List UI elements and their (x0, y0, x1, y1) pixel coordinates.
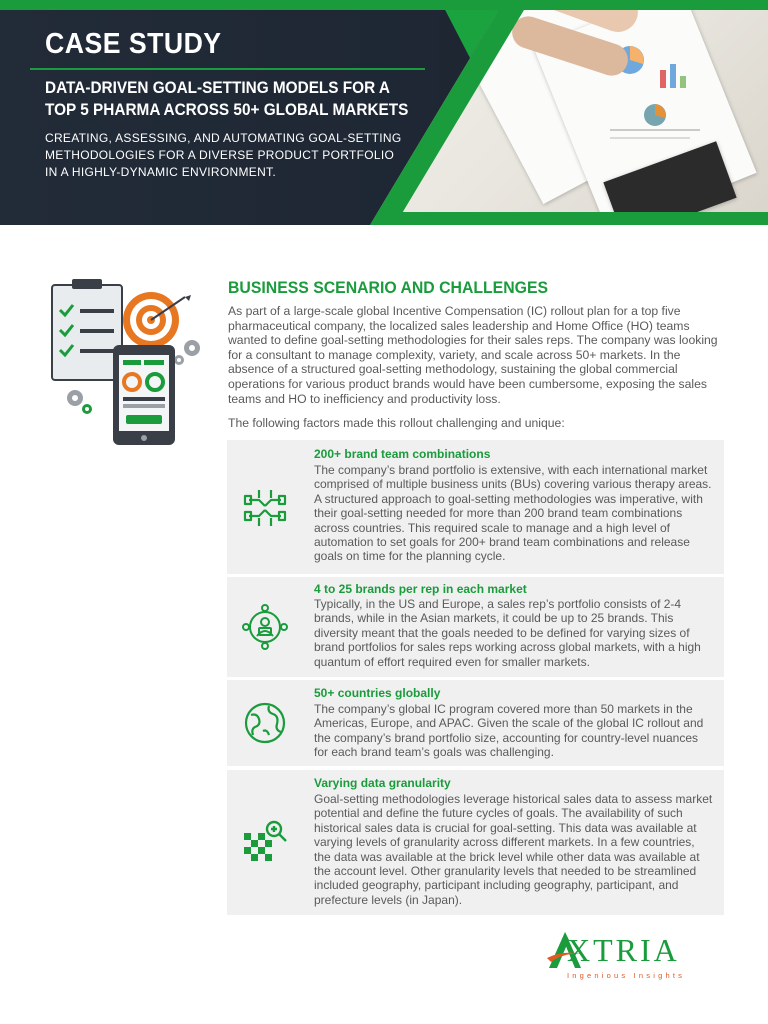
data-granularity-icon (237, 814, 293, 870)
header-banner (0, 0, 768, 225)
sales-rep-network-icon (237, 599, 293, 655)
logo-tagline: Ingenious Insights (567, 971, 686, 980)
factor-card (227, 770, 724, 915)
factor-text: Goal-setting methodologies leverage historical sales data to assess market potential and define the future cycles of goals. The availability of such historical sales data is crucial for goal-setting. This data was available at varying levels of granularity across different markets. In a few countries, the data was available at the brick level while other data was available at the account level. Other granularity levels that needed to be streamlined included geography, participant including geography, participant, and prefecture levels (in Japan). (314, 792, 713, 907)
factor-text: The company’s global IC program covered more than 50 markets in the Americas, Europe, and APAC. Given the scale of the global IC rollout and the company’s brand portfolio size, accounting for country-level nuances for each brand team’s goals was challenging. (314, 702, 704, 760)
tagline-line: CREATING, ASSESSING, AND AUTOMATING GOAL-SETTING (45, 131, 402, 145)
lead-paragraph: The following factors made this rollout challenging and unique: (228, 416, 565, 430)
axtria-logo (545, 928, 725, 984)
factor-card (227, 680, 724, 766)
target-icon (123, 292, 191, 348)
logo-wordmark: XTRIA (567, 932, 680, 968)
subtitle-line: DATA-DRIVEN GOAL-SETTING MODELS FOR A (45, 79, 390, 97)
header-green-top-bar (0, 0, 768, 10)
tagline-line: METHODOLOGIES FOR A DIVERSE PRODUCT PORTFOLIO (45, 148, 395, 162)
factor-title: Varying data granularity (314, 776, 451, 790)
tagline-line: IN A HIGHLY-DYNAMIC ENVIRONMENT. (45, 165, 276, 179)
section-title: BUSINESS SCENARIO AND CHALLENGES (228, 278, 549, 297)
page-subtitle (45, 77, 454, 121)
header-title-rule (30, 68, 425, 70)
checklist-clipboard-icon (52, 279, 122, 380)
factor-title: 200+ brand team combinations (314, 447, 491, 461)
goal-setting-illustration (40, 265, 215, 455)
page-tagline (45, 130, 445, 181)
factor-card (227, 440, 724, 574)
factor-text: Typically, in the US and Europe, a sales rep’s portfolio consists of 2-4 brands, while in the Asian markets, it could be up to 25 brands. This diversity meant that the goals needed to be defined for varying sizes of brand portfolios for sales reps working across global markets, with a high quantum of effort required even for smaller markets. (314, 597, 701, 669)
subtitle-line: TOP 5 PHARMA ACROSS 50+ GLOBAL MARKETS (45, 101, 409, 119)
globe-icon (237, 695, 293, 751)
page-title: CASE STUDY (45, 28, 222, 60)
team-hands-icon (237, 480, 293, 536)
factor-text: The company’s brand portfolio is extensive, with each international market comprised of multiple business units (BUs) covering various therapy areas. A structured approach to goal-setting methodologies was imperative, with their goal-setting needed for more than 200 brand team combinations across countries. This required scale to manage and a high level of automation to set goals for 200+ brand team combinations and release goals on time for the planning cycle. (314, 463, 712, 564)
intro-paragraph: As part of a large-scale global Incentive Compensation (IC) rollout plan for a top five pharmaceutical company, the localized sales leadership and Home Office (HO) teams wanted to define goal-setting methodologies for their sales reps. The company was looking for a consultant to manage complexity, variety, and scale across 50+ markets. In the absence of a structured goal-setting methodology, sustaining the global commercial operations for various product brands would have been cumbersome, exposing the sales teams and HO to inefficiency and productivity loss. (228, 304, 718, 406)
factor-title: 4 to 25 brands per rep in each market (314, 582, 527, 596)
smartphone-dashboard-icon (113, 345, 175, 445)
factor-card (227, 577, 724, 677)
factor-title: 50+ countries globally (314, 686, 441, 700)
